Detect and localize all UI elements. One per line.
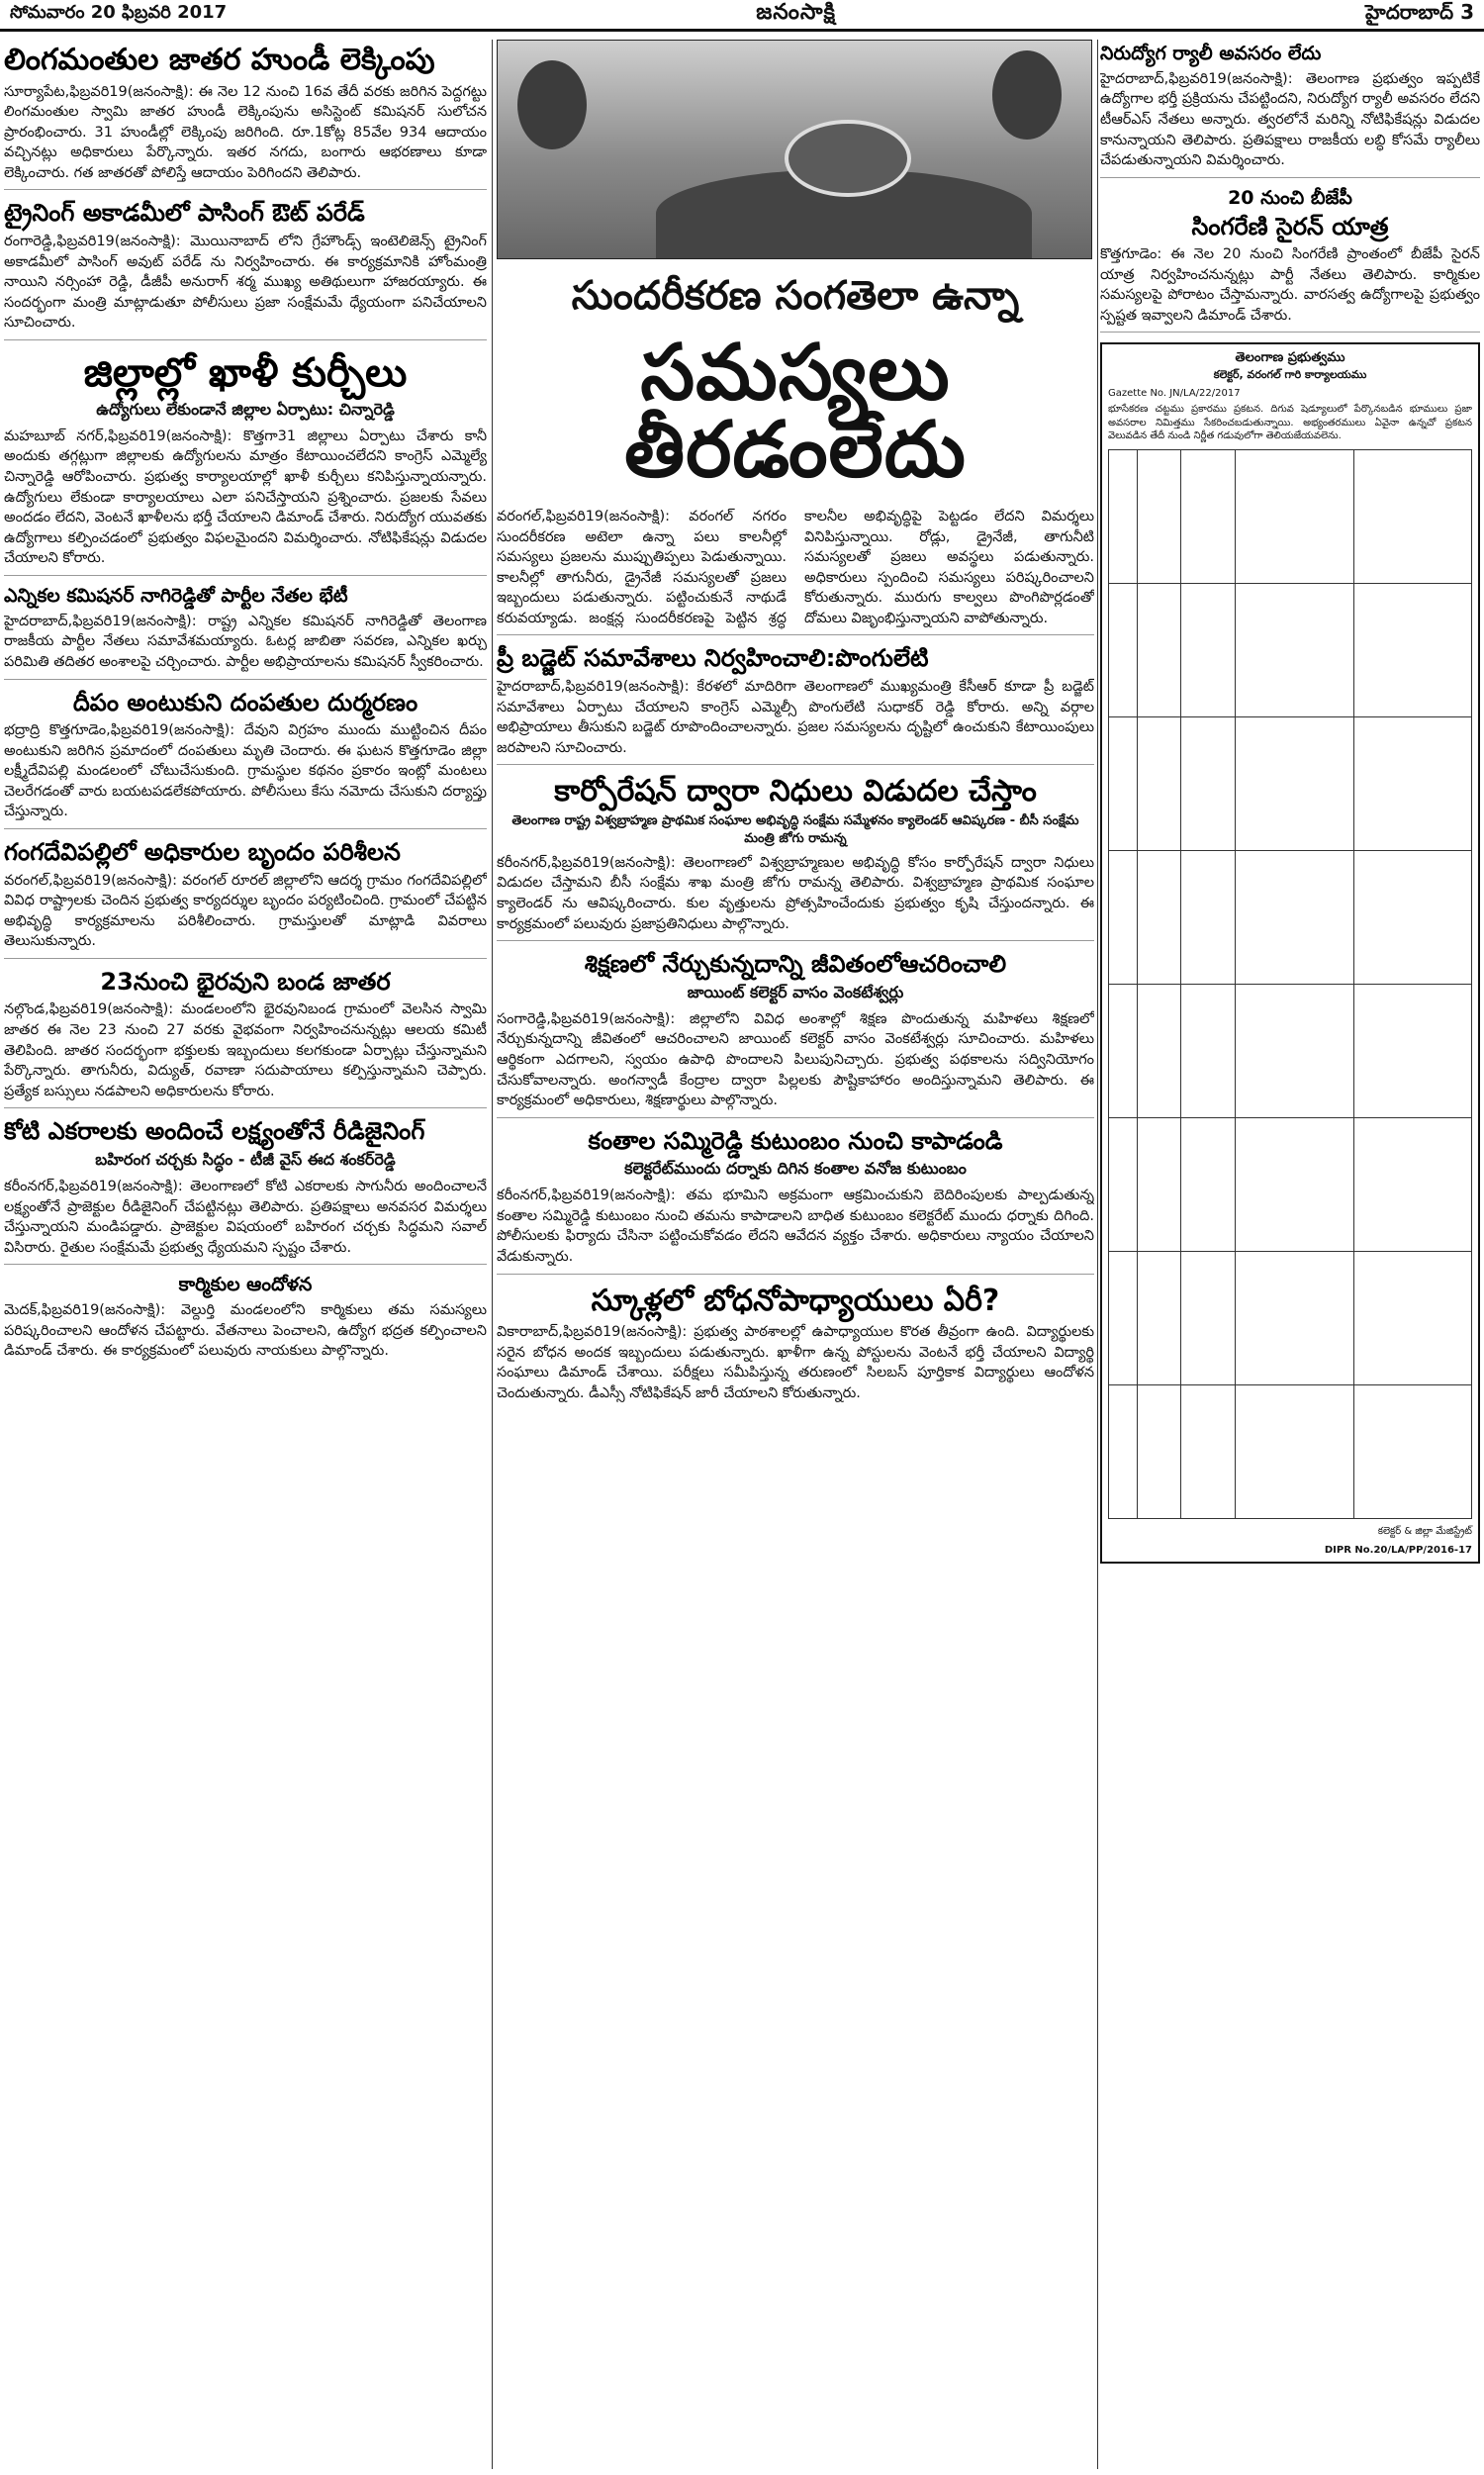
right-column xyxy=(1100,40,1480,1564)
middle-column xyxy=(497,40,1094,1419)
headline: శిక్షణలో నేర్చుకున్నదాన్ని జీవితంలోఆచరించాలి xyxy=(584,950,1007,979)
story-corporation xyxy=(497,775,1094,941)
lead-story xyxy=(497,40,1094,635)
headline: 23నుంచి భైరవుని బండ జాతర xyxy=(100,967,391,996)
notice-signature: కలెక్టర్ & జిల్లా మేజిస్ట్రేట్ xyxy=(1377,1525,1472,1537)
headline: ప్రీ బడ్జెట్ సమావేశాలు నిర్వహించాలి:పొంగులేటి xyxy=(497,644,929,673)
headline: కార్పోరేషన్ ద్వారా నిధులు విడుదల చేస్తాం xyxy=(554,774,1037,809)
story-body: మహబూబ్ నగర్,ఫిబ్రవరి19(జనంసాక్షి): కొత్తగా31 జిల్లాలు ఏర్పాటు చేశారు కానీ అందుకు తగ్గట్లుగా జిల్లాలకు ఉద్యోగులను మాత్రం కేటాయించలేదని కాంగ్రెస్ ఎమ్మెల్యే చిన్నారెడ్డి ఆరోపించారు. ప్రభుత్వ కార్యాలయాల్లో ఖాళీ కుర్చీలు కనిపిస్తున్నాయన్నారు. ఉద్యోగులు లేకుండా కార్యాలయాలు ఎలా పనిచేస్తాయని ప్రశ్నించారు. ప్రజలకు సేవలు అందడం లేదని, వెంటనే ఖాళీలను భర్తీ చేయాలని డిమాండ్ చేశారు. నిరుద్యోగ యువతకు ఉద్యోగాలు కల్పించడంలో ప్రభుత్వం విఫలమైందని విమర్శించారు. నోటిఫికేషన్లు విడుదల చేయాలని కోరారు. xyxy=(4,428,487,567)
story-body: రంగారెడ్డి,ఫిబ్రవరి19(జనంసాక్షి): మొయినాబాద్ లోని గ్రేహౌండ్స్ ఇంటెలిజెన్స్ ట్రైనింగ్ అకాడమీలో పాసింగ్ అవుట్ పరేడ్ ను నిర్వహించారు. ఈ కార్యక్రమానికి హోంమంత్రి నాయిని నర్సింహా రెడ్డి, డీజీపీ అనురాగ్ శర్మ ముఖ్య అతిథులుగా హాజరయ్యారు. ఈ సందర్భంగా మంత్రి మాట్లాడుతూ పోలీసులు ప్రజా సంక్షేమమే ధ్యేయంగా పనిచేయాలని సూచించారు. xyxy=(4,233,487,332)
subheadline: కలెక్టరేట్‌ముందు దర్నాకు దిగిన కంతాల వనోజ కుటుంబం xyxy=(624,1159,967,1179)
kicker: 20 నుంచి బీజేపీ xyxy=(1228,186,1352,209)
story-body: కరీంనగర్,ఫిబ్రవరి19(జనంసాక్షి): తమ భూమిని అక్రమంగా ఆక్రమించుకుని బెదిరింపులకు పాల్పడుతున్న కంతాల సమ్మిరెడ్డి కుటుంబం నుంచి తమను కాపాడాలని బాధిత కుటుంబం కలెక్టరేట్ ముందు ధర్నాకు దిగింది. పోలీసులకు ఫిర్యాదు చేసినా పట్టించుకోవడం లేదని ఆవేదన వ్యక్తం చేశారు. అధికారులు న్యాయం చేయాలని వేడుకున్నారు. xyxy=(497,1188,1094,1265)
headline: స్కూళ్లలో బోధనోపాధ్యాయులు ఏరీ? xyxy=(591,1283,1000,1318)
story-body: వికారాబాద్,ఫిబ్రవరి19(జనంసాక్షి): ప్రభుత్వ పాఠశాలల్లో ఉపాధ్యాయుల కొరత తీవ్రంగా ఉంది. విద్యార్థులకు సరైన బోధన అందక ఇబ్బందులు పడుతున్నారు. ఖాళీగా ఉన్న పోస్టులను వెంటనే భర్తీ చేయాలని విద్యార్థి సంఘాలు డిమాండ్ చేశాయి. పరీక్షలు సమీపిస్తున్న తరుణంలో సిలబస్ పూర్తికాక విద్యార్థులు ఆందోళన చెందుతున్నారు. డీఎస్సీ నోటిఫికేషన్ జారీ చేయాలని కోరుతున్నారు. xyxy=(497,1324,1094,1401)
story-lamp-fire xyxy=(4,690,487,829)
subheadline: తెలంగాణ రాష్ట్ర విశ్వబ్రాహ్మణ ప్రాథమిక సంఘాల అభివృద్ధి సంక్షేమ సమ్మేళనం క్యాలెండర్ ఆవిష్కరణ - బీసీ సంక్షేమ మంత్రి జోగు రామన్న xyxy=(511,812,1079,846)
story-hundi xyxy=(4,44,487,190)
story-redesigning xyxy=(4,1118,487,1265)
issue-date: సోమవారం 20 ఫిబ్రవరి 2017 xyxy=(10,2,228,23)
story-body: హైదరాబాద్,ఫిబ్రవరి19(జనంసాక్షి): రాష్ట్ర ఎన్నికల కమిషనర్ నాగిరెడ్డితో తెలంగాణ రాజకీయ పార్టీల నేతలు సమావేశమయ్యారు. ఓటర్ల జాబితా సవరణ, ఎన్నికల ఖర్చు పరిమితి తదితర అంశాలపై చర్చించారు. పార్టీల అభిప్రాయాలను కమిషనర్ స్వీకరించారు. xyxy=(4,613,487,670)
story-body: భద్రాద్రి కొత్తగూడెం,ఫిబ్రవరి19(జనంసాక్షి): దేవుని విగ్రహం ముందు ముట్టించిన దీపం అంటుకుని జరిగిన ప్రమాదంలో దంపతులు మృతి చెందారు. ఈ ఘటన కొత్తగూడెం జిల్లా లక్ష్మీదేవిపల్లి మండలంలో చోటుచేసుకుంది. గ్రామస్థుల కథనం ప్రకారం ఇంట్లో మంటలు చెలరేగడంతో వారు బయటపడలేకపోయారు. పోలీసులు కేసు నమోదు చేసుకుని దర్యాప్తు చేస్తున్నారు. xyxy=(4,722,487,820)
masthead xyxy=(0,0,1484,32)
schedule-table xyxy=(1108,449,1472,1519)
story-kanthala xyxy=(497,1128,1094,1275)
story-body: సంగారెడ్డి,ఫిబ్రవరి19(జనంసాక్షి): జిల్లాలోని వివిధ అంశాల్లో శిక్షణ పొందుతున్న మహిళలు శిక్షణలో నేర్చుకున్నదాన్ని జీవితంలో ఆచరించాలని జాయింట్ కలెక్టర్ వాసం వెంకటేశ్వర్లు సూచించారు. మహిళలు ఆర్థికంగా ఎదగాలని, స్వయం ఉపాధి పొందాలని పిలుపునిచ్చారు. ప్రభుత్వ పథకాలను సద్వినియోగం చేసుకోవాలన్నారు. అంగన్వాడీ కేంద్రాల ద్వారా పిల్లలకు పౌష్టికాహారం అందిస్తున్నామని తెలిపారు. ఈ కార్యక్రమంలో అధికారులు, శిక్షణార్థులు పాల్గొన్నారు. xyxy=(497,1010,1094,1109)
story-body: హైదరాబాద్,ఫిబ్రవరి19(జనంసాక్షి): కేరళలో మాదిరిగా తెలంగాణలో ముఖ్యమంత్రి కేసీఆర్ కూడా ప్రీ బడ్జెట్ సమావేశాలు ఏర్పాటు చేయాలని కాంగ్రెస్ ఎమ్మెల్సీ పొంగులేటి సుధాకర్ రెడ్డి కోరారు. అన్ని వర్గాల అభిప్రాయాలు తీసుకుని బడ్జెట్ రూపొందించాలన్నారు. ప్రజల సమస్యలను దృష్టిలో ఉంచుకుని కేటాయింపులు జరపాలని సూచించారు. xyxy=(497,679,1094,756)
headline: జిల్లాల్లో ఖాళీ కుర్చీలు xyxy=(83,349,408,396)
story-body: సూర్యాపేట,ఫిబ్రవరి19(జనంసాక్షి): ఈ నెల 12 నుంచి 16వ తేదీ వరకు జరిగిన పెద్దగట్టు లింగమంతుల స్వామి జాతర హుండీ లెక్కింపును అసిస్టెంట్ కమిషనర్ సులోచన ప్రారంభించారు. 31 హుండీల్లో లెక్కింపు జరిగింది. రూ.1కోట్ల 85వేల 934 ఆదాయం వచ్చినట్లు అధికారులు పేర్కొన్నారు. ఇతర నగదు, బంగారు ఆభరణాలు కూడా లెక్కించారు. గత జాతరతో పోలిస్తే ఆదాయం పెరిగిందని తెలిపారు. xyxy=(4,83,487,181)
story-body: వరంగల్,ఫిబ్రవరి19(జనంసాక్షి): వరంగల్ రూరల్ జిల్లాలోని ఆదర్శ గ్రామం గంగదేవిపల్లిలో వివిధ రాష్ట్రాలకు చెందిన ప్రభుత్వ కార్యదర్శుల బృందం పర్యటించింది. గ్రామంలో చేపట్టిన అభివృద్ధి కార్యక్రమాలను పరిశీలించారు. గ్రామస్తులతో మాట్లాడి వివరాలు తెలుసుకున్నారు. xyxy=(4,872,487,950)
notice-body: భూసేకరణ చట్టము ప్రకారము ప్రకటన. దిగువ షెడ్యూలులో పేర్కొనబడిన భూములు ప్రజా అవసరాల నిమిత్తము సేకరించబడుతున్నాయి. అభ్యంతరములు ఏవైనా ఉన్నచో ప్రకటన వెలువడిన తేదీ నుండి నిర్ణీత గడువులోగా తెలియజేయవలెను. xyxy=(1108,404,1472,442)
page-label: హైదరాబాద్ 3 xyxy=(1365,0,1474,24)
story-teachers xyxy=(497,1285,1094,1410)
story-unemployment-rally xyxy=(1100,44,1480,178)
headline: కంతాల సమ్మిరెడ్డి కుటుంబం నుంచి కాపాడండి xyxy=(588,1126,1003,1155)
lead-photo xyxy=(497,40,1092,259)
newspaper-logo: జనంసాక్షి xyxy=(756,0,837,25)
notice-subtitle: కలెక్టర్, వరంగల్ గారి కార్యాలయము xyxy=(1213,368,1367,382)
headline: దీపం అంటుకుని దంపతుల దుర్మరణం xyxy=(72,688,418,716)
headline: ట్రైనింగ్ అకాడమీలో పాసింగ్ ఔట్ పరేడ్ xyxy=(4,199,365,228)
story-election-commissioner xyxy=(4,586,487,680)
left-column xyxy=(4,40,487,1378)
headline: గంగదేవిపల్లిలో అధికారుల బృందం పరిశీలన xyxy=(4,837,401,866)
subheadline: ఉద్యోగులు లేకుండానే జిల్లాల ఏర్పాటు: చిన్నారెడ్డి xyxy=(96,399,395,419)
government-notice xyxy=(1100,342,1480,1564)
subheadline: జాయింట్ కలెక్టర్ వాసం వెంకటేశ్వర్లు xyxy=(687,982,904,1001)
lead-headline: సమస్యలు తీరడంలేదు xyxy=(624,329,967,495)
story-empty-chairs xyxy=(4,350,487,576)
story-body: వరంగల్,ఫిబ్రవరి19(జనంసాక్షి): వరంగల్ నగరం సుందరీకరణ అటెలా ఉన్నా పలు కాలనీల్లో సమస్యలు ప్రజలను ముప్పుతిప్పలు పెడుతున్నాయి. కాలనీల్లో తాగునీరు, డ్రైనేజీ సమస్యలతో ప్రజలు ఇబ్బందులు పడుతున్నారు. పట్టించుకునే నాథుడే కరువయ్యాడు. జంక్షన్ల సుందరీకరణపై పెట్టిన శ్రద్ధ కాలనీల అభివృద్ధిపై పెట్టడం లేదని విమర్శలు వినిపిస్తున్నాయి. రోడ్లు, డ్రైనేజీ, తాగునీటి సమస్యలతో ప్రజలు అవస్థలు పడుతున్నారు. అధికారులు స్పందించి సమస్యలు పరిష్కరించాలని కోరుతున్నారు. మురుగు కాల్వలు పొంగిపొర్లడంతో దోమలు విజృంభిస్తున్నాయని వాపోతున్నారు. xyxy=(497,509,1094,626)
story-pre-budget xyxy=(497,645,1094,765)
lead-kicker: సుందరీకరణ సంగతెలా ఉన్నా xyxy=(571,273,1020,319)
story-singareni xyxy=(1100,188,1480,333)
story-body: కొత్తగూడెం: ఈ నెల 20 నుంచి సింగరేణి ప్రాంతంలో బీజేపీ సైరన్ యాత్ర నిర్వహించనున్నట్లు పార్టీ నేతలు తెలిపారు. కార్మికుల సమస్యలపై పోరాటం చేస్తామన్నారు. వారసత్వ ఉద్యోగాలపై ప్రభుత్వం స్పష్టత ఇవ్వాలని డిమాండ్ చేశారు. xyxy=(1100,246,1480,324)
column-divider xyxy=(492,40,493,2469)
story-gangadevipalli xyxy=(4,839,487,959)
story-workers-protest xyxy=(4,1275,487,1368)
story-body: కరీంనగర్,ఫిబ్రవరి19(జనంసాక్షి): తెలంగాణలో కోటి ఎకరాలకు సాగునీరు అందించాలనే లక్ష్యంతోనే ప్రాజెక్టుల రీడిజైనింగ్ చేపట్టినట్లు తెలిపారు. ప్రతిపక్షాలు అనవసర విమర్శలు చేస్తున్నాయని మండిపడ్డారు. ప్రాజెక్టుల విషయంలో బహిరంగ చర్చకు సిద్ధమని సవాల్ విసిరారు. రైతుల సంక్షేమమే ప్రభుత్వ ధ్యేయమని స్పష్టం చేశారు. xyxy=(4,1178,487,1256)
story-jatara xyxy=(4,969,487,1108)
subheadline: బహిరంగ చర్చకు సిద్ధం - టీజీ వైస్ ఈద శంకర్‌రెడ్డి xyxy=(95,1149,396,1169)
headline: కార్మికుల ఆందోళన xyxy=(178,1274,313,1296)
story-passing-out xyxy=(4,200,487,339)
headline: సింగరేణి సైరన్ యాత్ర xyxy=(1191,212,1389,240)
headline: లింగమంతుల జాతర హుండీ లెక్కింపు xyxy=(4,43,435,77)
story-body: కరీంనగర్,ఫిబ్రవరి19(జనంసాక్షి): తెలంగాణలో విశ్వబ్రాహ్మణుల అభివృద్ధి కోసం కార్పోరేషన్ ద్వారా నిధులు విడుదల చేస్తామని బీసీ సంక్షేమ శాఖ మంత్రి జోగు రామన్న తెలిపారు. విశ్వబ్రాహ్మణ ప్రాథమిక సంఘాల క్యాలెండర్ ను ఆవిష్కరించారు. కుల వృత్తులను ప్రోత్సహించేందుకు ప్రభుత్వం కృషి చేస్తుందన్నారు. ఈ కార్యక్రమంలో పలువురు ప్రజాప్రతినిధులు పాల్గొన్నారు. xyxy=(497,854,1094,932)
headline: కోటి ఎకరాలకు అందించే లక్ష్యంతోనే రీడిజైనింగ్ xyxy=(4,1117,425,1146)
story-body: నల్గొండ,ఫిబ్రవరి19(జనంసాక్షి): మండలంలోని భైరవునిబండ గ్రామంలో వెలసిన స్వామి జాతర ఈ నెల 23 నుంచి 27 వరకు వైభవంగా నిర్వహించనున్నట్లు ఆలయ కమిటీ తెలిపింది. జాతర సందర్భంగా భక్తులకు ఇబ్బందులు కలగకుండా ఏర్పాట్లు చేస్తున్నామని పేర్కొన్నారు. తాగునీరు, విద్యుత్, రవాణా సదుపాయాలు కల్పిస్తున్నామని చెప్పారు. ప్రత్యేక బస్సులు నడపాలని అధికారులను కోరారు. xyxy=(4,1001,487,1099)
headline: నిరుద్యోగ ర్యాలీ అవసరం లేదు xyxy=(1100,43,1322,64)
story-body: హైదరాబాద్,ఫిబ్రవరి19(జనంసాక్షి): తెలంగాణ ప్రభుత్వం ఇప్పటికే ఉద్యోగాల భర్తీ ప్రక్రియను చేపట్టిందని, నిరుద్యోగ ర్యాలీ అవసరం లేదని టీఆర్ఎస్ నేతలు అన్నారు. త్వరలోనే మరిన్ని నోటిఫికేషన్లు విడుదల కానున్నాయని తెలిపారు. ప్రతిపక్షాలు రాజకీయ లబ్ధి కోసమే ర్యాలీలు చేపడుతున్నాయని విమర్శించారు. xyxy=(1100,70,1480,169)
dipr-number: DIPR No.20/LA/PP/2016-17 xyxy=(1324,1544,1472,1556)
story-body: మెదక్,ఫిబ్రవరి19(జనంసాక్షి): వెల్దుర్తి మండలంలోని కార్మికులు తమ సమస్యలు పరిష్కరించాలని ఆందోళన చేపట్టారు. వేతనాలు పెంచాలని, ఉద్యోగ భద్రత కల్పించాలని డిమాండ్ చేశారు. ఈ కార్యక్రమంలో పలువురు నాయకులు పాల్గొన్నారు. xyxy=(4,1302,487,1360)
story-training xyxy=(497,951,1094,1117)
gazette-number: Gazette No. JN/LA/22/2017 xyxy=(1108,388,1241,400)
column-divider xyxy=(1097,40,1098,2469)
notice-title: తెలంగాణ ప్రభుత్వము xyxy=(1235,350,1345,366)
headline: ఎన్నికల కమిషనర్ నాగిరెడ్డితో పార్టీల నేతల భేటీ xyxy=(4,584,348,607)
